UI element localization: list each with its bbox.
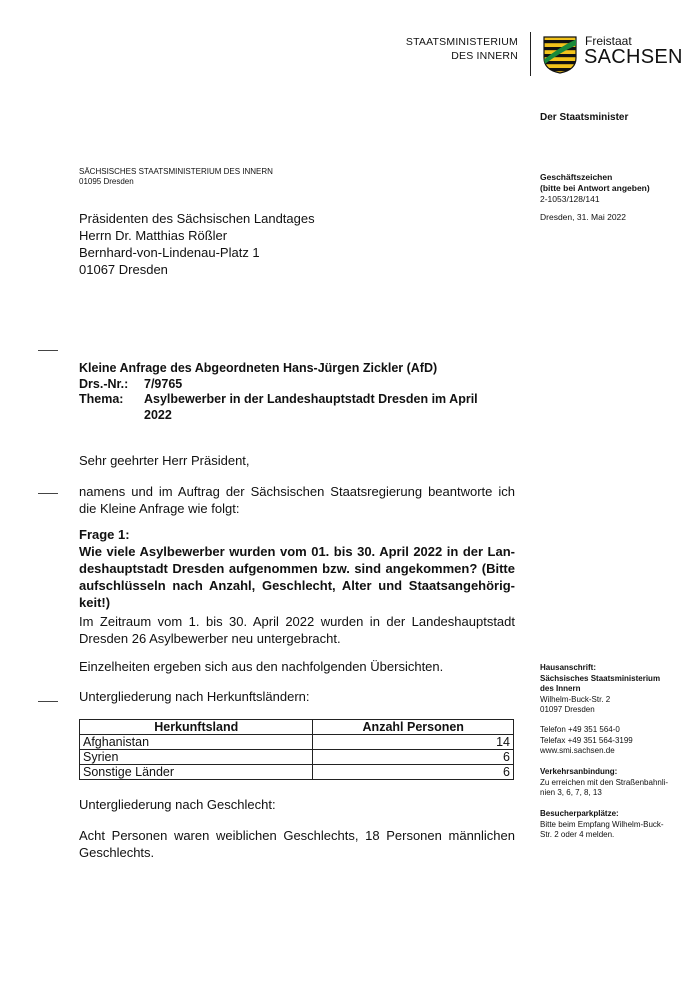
letter-date: Dresden, 31. Mai 2022 (540, 212, 626, 222)
sidebar-parking (540, 809, 688, 841)
header-count: Anzahl Personen (313, 720, 514, 735)
recipient-line-4: 01067 Dresden (79, 262, 168, 277)
subject-block (79, 361, 519, 423)
reference-hint: (bitte bei Antwort angeben) (540, 183, 650, 193)
topic-value (144, 392, 478, 423)
sidebar-transit (540, 767, 688, 799)
drs-value: 7/9765 (144, 376, 183, 391)
transit-label: Verkehrsanbindung: (540, 767, 618, 776)
gender-paragraph: Acht Personen waren weiblichen Geschlechts, 18 Personen männlichen Geschlechts. (79, 828, 515, 860)
topic-line-2: 2022 (144, 407, 172, 422)
question-block (79, 526, 515, 611)
transit-line-2: nien 3, 6, 7, 8, 13 (540, 788, 602, 797)
subject-topic-row (79, 392, 519, 423)
fax-number: Telefax +49 351 564-3199 (540, 735, 633, 745)
address-line-4: 01097 Dresden (540, 705, 595, 714)
parking-line-2: Str. 2 oder 4 melden. (540, 830, 615, 839)
reference-block (540, 172, 690, 205)
drs-label: Drs.-Nr.: (79, 376, 129, 391)
table-row (80, 735, 514, 750)
saxony-coat-of-arms-icon (543, 36, 577, 74)
recipient-address (79, 210, 315, 278)
ministry-line-1: STAATSMINISTERIUM (405, 36, 518, 48)
answer-paragraph: Im Zeitraum vom 1. bis 30. April 2022 wurden in der Landeshauptstadt Dresden 26 Asylbewerber neu untergebracht. (79, 614, 515, 646)
reference-value: 2-1053/128/141 (540, 194, 600, 204)
recipient-line-3: Bernhard-von-Lindenau-Platz 1 (79, 245, 260, 260)
sender-address (79, 167, 273, 187)
table-row (80, 750, 514, 765)
count-cell: 6 (313, 765, 514, 780)
table-row (80, 765, 514, 780)
fold-mark-3 (38, 701, 58, 702)
recipient-line-1: Präsidenten des Sächsischen Landtages (79, 211, 315, 226)
freistaat-label: Freistaat (585, 34, 632, 48)
sender-line-1: SÄCHSISCHES STAATSMINISTERIUM DES INNERN (79, 167, 273, 176)
details-paragraph: Einzelheiten ergeben sich aus den nachfolgenden Übersichten. (79, 659, 444, 674)
recipient-line-2: Herrn Dr. Matthias Rößler (79, 228, 228, 243)
table-header-row (80, 720, 514, 735)
reference-label: Geschäftszeichen (540, 172, 613, 182)
subject-title: Kleine Anfrage des Abgeordneten Hans-Jürgen Zickler (AfD) (79, 361, 438, 375)
sender-line-2: 01095 Dresden (79, 177, 134, 186)
sidebar-contact (540, 725, 688, 757)
sachsen-label: SACHSEN (584, 46, 683, 68)
parking-line-1: Bitte beim Empfang Wilhelm-Buck- (540, 819, 664, 829)
gender-breakdown-heading: Untergliederung nach Geschlecht: (79, 797, 276, 812)
transit-line-1: Zu erreichen mit den Straßenbahnli- (540, 777, 669, 787)
country-cell: Syrien (80, 750, 313, 765)
address-line-3: Wilhelm-Buck-Str. 2 (540, 694, 611, 704)
address-label: Hausanschrift: (540, 663, 597, 672)
country-table (79, 719, 514, 780)
question-label: Frage 1: (79, 527, 130, 542)
address-line-1: Sächsisches Staatsministerium (540, 673, 661, 683)
subject-drs-row (79, 377, 519, 393)
ministry-name (400, 35, 518, 63)
country-breakdown-heading: Untergliederung nach Herkunftsländern: (79, 689, 310, 704)
address-line-2: des Innern (540, 684, 581, 693)
count-cell: 14 (313, 735, 514, 750)
header-divider (530, 32, 531, 76)
ministry-line-2: DES INNERN (451, 50, 518, 62)
fold-mark-1 (38, 350, 58, 351)
phone-number: Telefon +49 351 564-0 (540, 725, 620, 734)
count-cell: 6 (313, 750, 514, 765)
header-country: Herkunftsland (80, 720, 313, 735)
topic-label: Thema: (79, 392, 124, 406)
intro-paragraph: namens und im Auftrag der Sächsischen Staatsregierung beantworte ich die Kleine Anfrage wie folgt: (79, 484, 515, 516)
parking-label: Besucherparkplätze: (540, 809, 619, 818)
salutation: Sehr geehrter Herr Präsident, (79, 453, 250, 468)
country-cell: Sonstige Länder (80, 765, 313, 780)
topic-line-1: Asylbewerber in der Landeshauptstadt Dresden im April (144, 392, 478, 406)
question-text: Wie viele Asylbewerber wurden vom 01. bis 30. April 2022 in der Lan- deshauptstadt Dresden aufgenommen bzw. sind angekommen? (Bitte aufschlüsseln nach Anzahl, Geschlecht, Alter und Staatsangehörig- keit!) (79, 544, 515, 610)
country-cell: Afghanistan (80, 735, 313, 750)
fold-mark-2 (38, 493, 58, 494)
minister-label: Der Staatsminister (540, 112, 629, 123)
sidebar-address (540, 663, 688, 716)
website-link[interactable]: www.smi.sachsen.de (540, 746, 615, 755)
